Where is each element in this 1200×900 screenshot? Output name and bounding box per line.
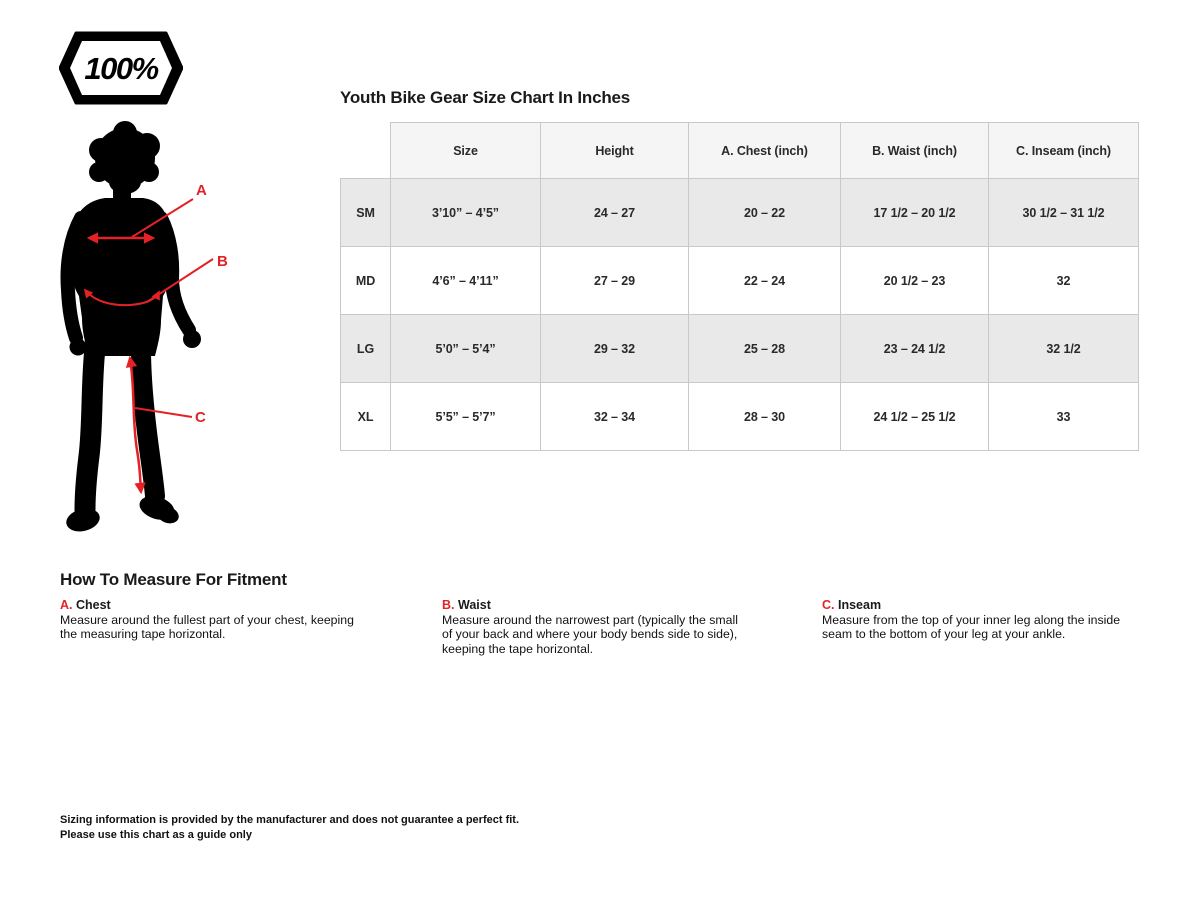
measure-item-heading [822, 598, 1127, 612]
row-label: LG [341, 315, 391, 383]
header-height: Height [541, 123, 689, 179]
disclaimer-line-2: Please use this chart as a guide only [60, 828, 252, 841]
disclaimer-line-1: Sizing information is provided by the manufacturer and does not guarantee a perfect fit. [60, 814, 520, 826]
measure-description: Measure around the fullest part of your chest, keeping the measuring tape horizontal. [60, 613, 354, 642]
measure-section-title: How To Measure For Fitment [60, 570, 287, 589]
row-label: XL [341, 383, 391, 451]
measure-letter: A. [60, 598, 73, 612]
cell-height: 24 – 27 [541, 179, 689, 247]
measure-letter: B. [442, 598, 455, 612]
cell-inseam: 30 1/2 – 31 1/2 [989, 179, 1139, 247]
measure-letter: C. [822, 598, 835, 612]
row-label: SM [341, 179, 391, 247]
cell-inseam: 32 1/2 [989, 315, 1139, 383]
child-silhouette-icon [55, 120, 235, 540]
measure-description: Measure from the top of your inner leg along the inside seam to the bottom of your leg at your ankle. [822, 613, 1121, 642]
header-blank-cell [341, 123, 391, 179]
cell-height: 32 – 34 [541, 383, 689, 451]
table-row-sm [341, 179, 1139, 247]
brand-logo [59, 31, 183, 105]
figure-label-a: A [196, 182, 207, 199]
cell-size: 3’10” – 4’5” [391, 179, 541, 247]
measure-item-inseam [822, 598, 1127, 642]
cell-waist: 17 1/2 – 20 1/2 [841, 179, 989, 247]
cell-height: 29 – 32 [541, 315, 689, 383]
cell-inseam: 33 [989, 383, 1139, 451]
figure-label-c: C [195, 409, 206, 426]
measure-item-waist [442, 598, 747, 656]
header-chest: A. Chest (inch) [689, 123, 841, 179]
cell-inseam: 32 [989, 247, 1139, 315]
table-row-xl [341, 383, 1139, 451]
row-label: MD [341, 247, 391, 315]
sizing-disclaimer [60, 813, 519, 843]
cell-waist: 23 – 24 1/2 [841, 315, 989, 383]
measure-item-heading [442, 598, 747, 612]
size-chart-title: Youth Bike Gear Size Chart In Inches [340, 88, 631, 107]
table-row-lg [341, 315, 1139, 383]
brand-logo-badge-icon [59, 31, 183, 105]
measure-name: Inseam [837, 598, 882, 612]
header-waist: B. Waist (inch) [841, 123, 989, 179]
measure-item-chest [60, 598, 365, 642]
measure-description: Measure around the narrowest part (typically the small of your back and where your body bends side to side), keeping the tape horizontal. [442, 613, 738, 656]
measure-name: Waist [457, 598, 491, 612]
cell-size: 5’5” – 5’7” [391, 383, 541, 451]
cell-height: 27 – 29 [541, 247, 689, 315]
measurement-figure [55, 120, 235, 540]
cell-waist: 24 1/2 – 25 1/2 [841, 383, 989, 451]
cell-chest: 25 – 28 [689, 315, 841, 383]
header-size: Size [391, 123, 541, 179]
cell-size: 5’0” – 5’4” [391, 315, 541, 383]
cell-chest: 20 – 22 [689, 179, 841, 247]
cell-waist: 20 1/2 – 23 [841, 247, 989, 315]
measure-item-heading [60, 598, 365, 612]
cell-size: 4’6” – 4’11” [391, 247, 541, 315]
header-row [341, 123, 1139, 179]
measure-name: Chest [75, 598, 111, 612]
cell-chest: 28 – 30 [689, 383, 841, 451]
table-row-md [341, 247, 1139, 315]
size-chart-table [340, 122, 1139, 451]
header-inseam: C. Inseam (inch) [989, 123, 1139, 179]
brand-logo-text: 100% [84, 51, 158, 86]
figure-label-b: B [217, 253, 228, 270]
cell-chest: 22 – 24 [689, 247, 841, 315]
